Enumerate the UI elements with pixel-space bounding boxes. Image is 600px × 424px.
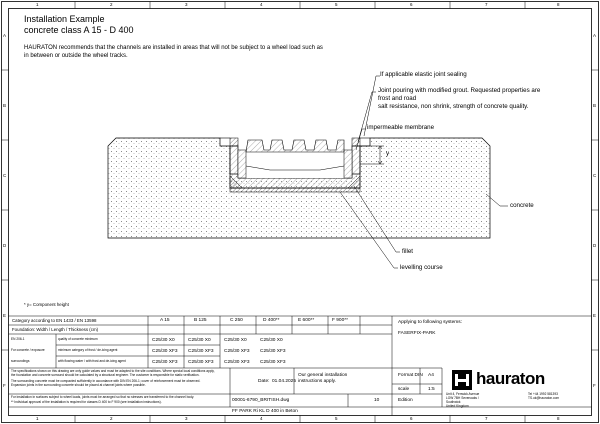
company-address-2: LOW 7BH Sevenoaks /	[446, 396, 479, 400]
note-line-1: The specifications shown on this drawing are only guide values and must be adapted to the site conditions. Where special local conditions apply,	[11, 369, 215, 373]
date-value: 01.04.2025	[272, 379, 297, 384]
document-number: 00001-6790_BRITISH.dwg	[232, 398, 290, 403]
row-group-2: For concrete / exposure	[11, 348, 45, 352]
ruler-number-5: 5	[335, 2, 338, 7]
ruler-letter-c: C	[3, 173, 7, 178]
ruler-letter-right-f: F	[593, 383, 596, 388]
ruler-letter-d: D	[3, 243, 7, 248]
format-value: A4	[428, 373, 434, 378]
row-group-3: surroundings	[11, 359, 30, 363]
intro-line-2: in between or outside the wheel tracks.	[24, 53, 128, 59]
company-logo-text: hauraton	[476, 369, 545, 388]
ruler-letter-f: F	[3, 383, 6, 388]
note-line-3: The surrounding concrete must be compacted sufficiently in accordance with DIN EN 206-1; cover of reinforcement must be observed.	[11, 379, 201, 383]
company-phone: Tel +44 1992 581393	[528, 392, 558, 396]
callout-levelling: levelling course	[400, 264, 443, 271]
component-height-note: * y= Component height	[24, 302, 69, 307]
ruler-number-6: 6	[410, 2, 413, 7]
hauraton-logo-icon	[452, 370, 472, 390]
class-a15: A 15	[160, 318, 170, 323]
applying-heading: Applying to following systems:	[398, 320, 462, 325]
row2-a15: C25/30 XF3	[152, 349, 178, 354]
row-label-1: quality of concrete minimum	[58, 337, 98, 341]
scale-label: scale	[398, 387, 410, 392]
edition-label: Edition	[398, 398, 413, 403]
ruler-letter-right-b: B	[593, 103, 597, 108]
sheet-number: 10	[374, 398, 380, 403]
row1-b125: C25/30 X0	[188, 338, 211, 343]
ruler-number-1: 1	[36, 2, 39, 7]
applying-system: FASERFIX-PARK	[398, 331, 436, 336]
ruler-number-4: 4	[260, 2, 263, 7]
ruler-letter-right-e: E	[593, 313, 597, 318]
ruler-number-3: 3	[185, 2, 188, 7]
ruler-letter-b: B	[3, 103, 7, 108]
company-address-3: Southwick	[446, 400, 461, 404]
row3-c250: C25/30 XF3	[224, 360, 250, 365]
callout-joint-sealing: If applicable elastic joint sealing	[380, 71, 467, 78]
callout-fillet: fillet	[402, 248, 414, 255]
ruler-letter-e: E	[3, 313, 7, 318]
date-label: Date:	[258, 379, 270, 384]
ruler-number-bottom-8: 8	[557, 416, 560, 421]
callout-concrete: concrete	[510, 202, 534, 209]
row-group-1: EN 206-1	[11, 337, 25, 341]
note-line-2: the foundation and concrete surround should be calculated by a structural engineer. The customer is responsible for static verification.	[11, 373, 200, 377]
class-d400: D 400**	[263, 318, 280, 323]
ruler-letter-right-d: D	[593, 243, 597, 248]
class-c250: C 250	[230, 318, 243, 323]
callout-grout-line-3: salt resistance, non shrink, strength of concrete quality.	[378, 103, 529, 110]
callout-grout-line-1: Joint pouring with modified grout. Requested properties are	[378, 87, 541, 94]
ruler-letter-right-a: A	[593, 33, 597, 38]
table-category-label: Category according to EN 1433 / EN 13598	[12, 318, 97, 323]
note-line-5: For installation in surfaces subject to wheel loads, joints must be arranged so that no stresses are transferred to the channel body.	[11, 395, 195, 399]
scale-value: 1:5	[428, 387, 435, 392]
class-e600: E 600**	[298, 318, 315, 323]
note-line-4: Expansion joints in the surrounding concrete should be placed at channel joints where possible.	[11, 383, 146, 387]
row3-a15: C25/30 XF3	[152, 360, 178, 365]
callout-membrane: impermeable membrane	[367, 124, 435, 131]
company-email: TS.uk@hauraton.com	[528, 396, 560, 400]
callout-grout-line-2: frost and road	[378, 95, 417, 102]
row2-b125: C25/30 XF3	[188, 349, 214, 354]
class-b125: B 125	[194, 318, 207, 323]
row1-c250: C25/30 X0	[224, 338, 247, 343]
foundation-label: Foundation: Width / Length / Thickness (cm)	[12, 327, 99, 332]
row1-a15: C25/30 X0	[152, 338, 175, 343]
row-label-3: with flowing water / with frost and de-icing agent	[58, 359, 126, 363]
ruler-letter-right-c: C	[593, 173, 597, 178]
page-subtitle: concrete class A 15 - D 400	[24, 25, 134, 35]
row-label-2: minimum category of frost / de-icing agent	[58, 348, 118, 352]
ruler-number-bottom-1: 1	[36, 416, 39, 421]
row2-c250: C25/30 XF3	[224, 349, 250, 354]
intro-line-1: HAURATON recommends that the channels are installed in areas that will not be subject to a wheel load such as	[24, 45, 323, 51]
ruler-number-bottom-3: 3	[185, 416, 188, 421]
ruler-number-bottom-2: 2	[110, 416, 113, 421]
company-address-1: Unit 4, Fenwick Avenue	[446, 392, 480, 396]
note-line-6: ** Individual approval of the installation is required for classes D 400 to F 900 (see installation instructions).	[11, 400, 162, 404]
row3-d400: C25/30 XF3	[260, 360, 286, 365]
ruler-number-7: 7	[485, 2, 488, 7]
ruler-number-bottom-7: 7	[485, 416, 488, 421]
ruler-number-bottom-5: 5	[335, 416, 338, 421]
ruler-number-2: 2	[110, 2, 113, 7]
page-title: Installation Example	[24, 14, 105, 24]
ruler-number-bottom-4: 4	[260, 416, 263, 421]
drawing-title: FF PARK Ri KL D 400 in Beton	[232, 409, 298, 414]
row2-d400: C25/30 XF3	[260, 349, 286, 354]
general-instructions-1: Our general installation	[298, 373, 348, 378]
dimension-y-label: y	[386, 150, 390, 157]
ruler-letter-a: A	[3, 33, 7, 38]
row3-b125: C25/30 XF3	[188, 360, 214, 365]
ruler-number-8: 8	[557, 2, 560, 7]
general-instructions-2: instructions apply.	[298, 379, 337, 384]
format-label: Format DIN	[398, 373, 423, 378]
company-address-4: United Kingdom	[446, 404, 469, 408]
ruler-number-bottom-6: 6	[410, 416, 413, 421]
class-f900: F 900**	[332, 318, 348, 323]
row1-d400: C25/30 X0	[260, 338, 283, 343]
